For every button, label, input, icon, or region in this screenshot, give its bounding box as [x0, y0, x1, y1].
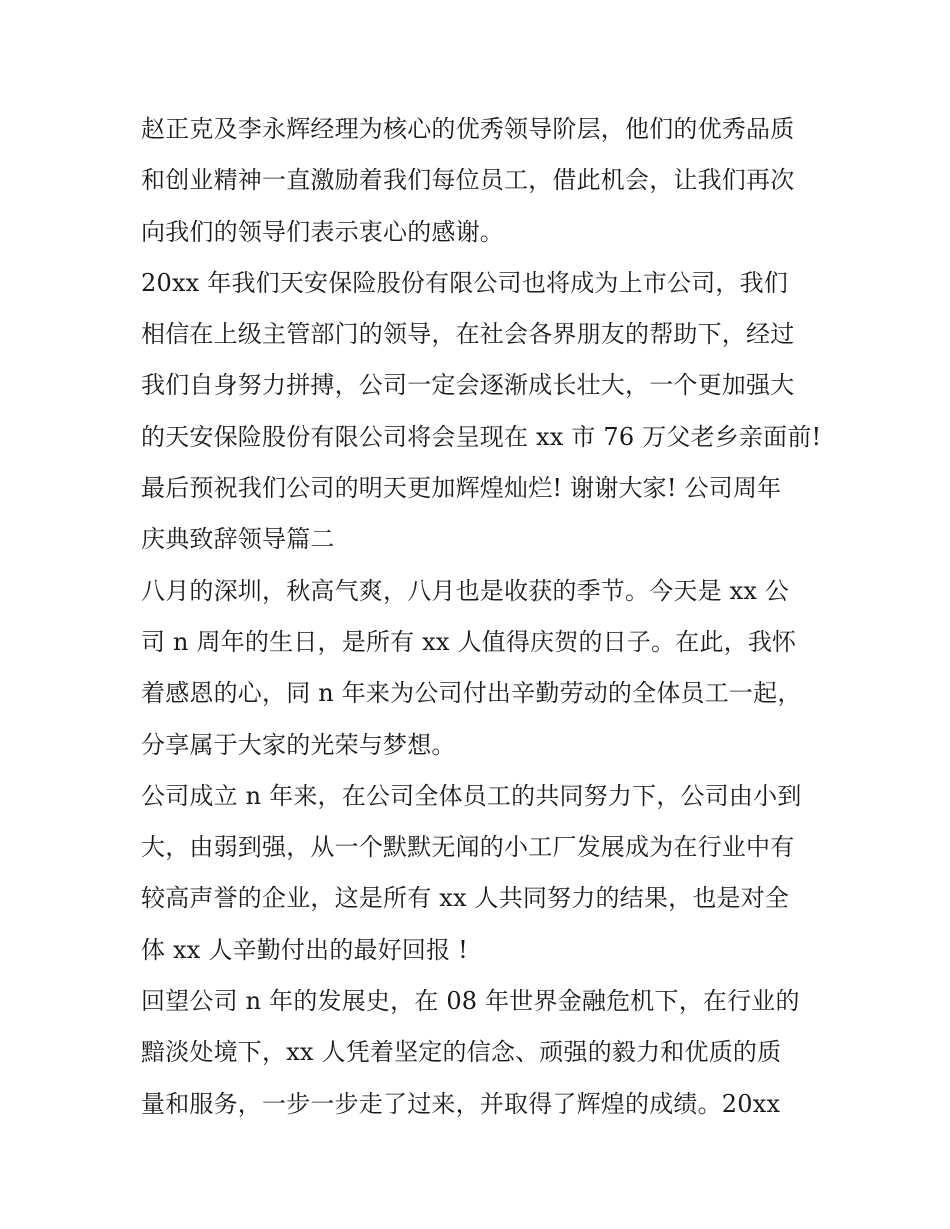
text-line: 回望公司 n 年的发展史，在 08 年世界金融危机下，在行业的 — [141, 987, 800, 1016]
text-line: 八月的深圳，秋高气爽，八月也是收获的季节。今天是 xx 公 — [141, 576, 790, 605]
text-line: 向我们的领导们表示衷心的感谢。 — [141, 217, 504, 246]
text-line: 相信在上级主管部门的领导，在社会各界朋友的帮助下，经过 — [141, 320, 795, 349]
text-line: 的天安保险股份有限公司将会呈现在 xx 市 76 万父老乡亲面前! — [141, 422, 822, 451]
text-line: 公司成立 n 年来，在公司全体员工的共同努力下，公司由小到 — [141, 781, 802, 810]
text-line: 分享属于大家的光荣与梦想。 — [141, 730, 456, 759]
text-line: 量和服务，一步一步走了过来，并取得了辉煌的成绩。20xx — [141, 1089, 781, 1118]
document-body — [141, 104, 821, 1130]
text-line: 体 xx 人辛勤付出的最好回报 ! — [141, 935, 469, 964]
text-line: 着感恩的心，同 n 年来为公司付出辛勤劳动的全体员工一起， — [141, 679, 802, 708]
section-heading: 庆典致辞领导篇二 — [141, 525, 335, 554]
text-line: 较高声誉的企业，这是所有 xx 人共同努力的结果，也是对全 — [141, 884, 790, 913]
text-line: 大，由弱到强，从一个默默无闻的小工厂发展成为在行业中有 — [141, 833, 795, 862]
text-line: 我们自身努力拼搏，公司一定会逐渐成长壮大，一个更加强大 — [141, 371, 795, 400]
text-line: 赵正克及李永辉经理为核心的优秀领导阶层，他们的优秀品质 — [141, 115, 795, 143]
text-line: 黯淡处境下，xx 人凭着坚定的信念、顽强的毅力和优质的质 — [141, 1038, 782, 1067]
text-line: 和创业精神一直激励着我们每位员工，借此机会，让我们再次 — [141, 166, 795, 195]
text-line: 20xx 年我们天安保险股份有限公司也将成为上市公司，我们 — [141, 268, 789, 297]
text-line: 最后预祝我们公司的明天更加辉煌灿烂! 谢谢大家! 公司周年 — [141, 474, 782, 503]
text-line: 司 n 周年的生日，是所有 xx 人值得庆贺的日子。在此，我怀 — [141, 627, 797, 656]
